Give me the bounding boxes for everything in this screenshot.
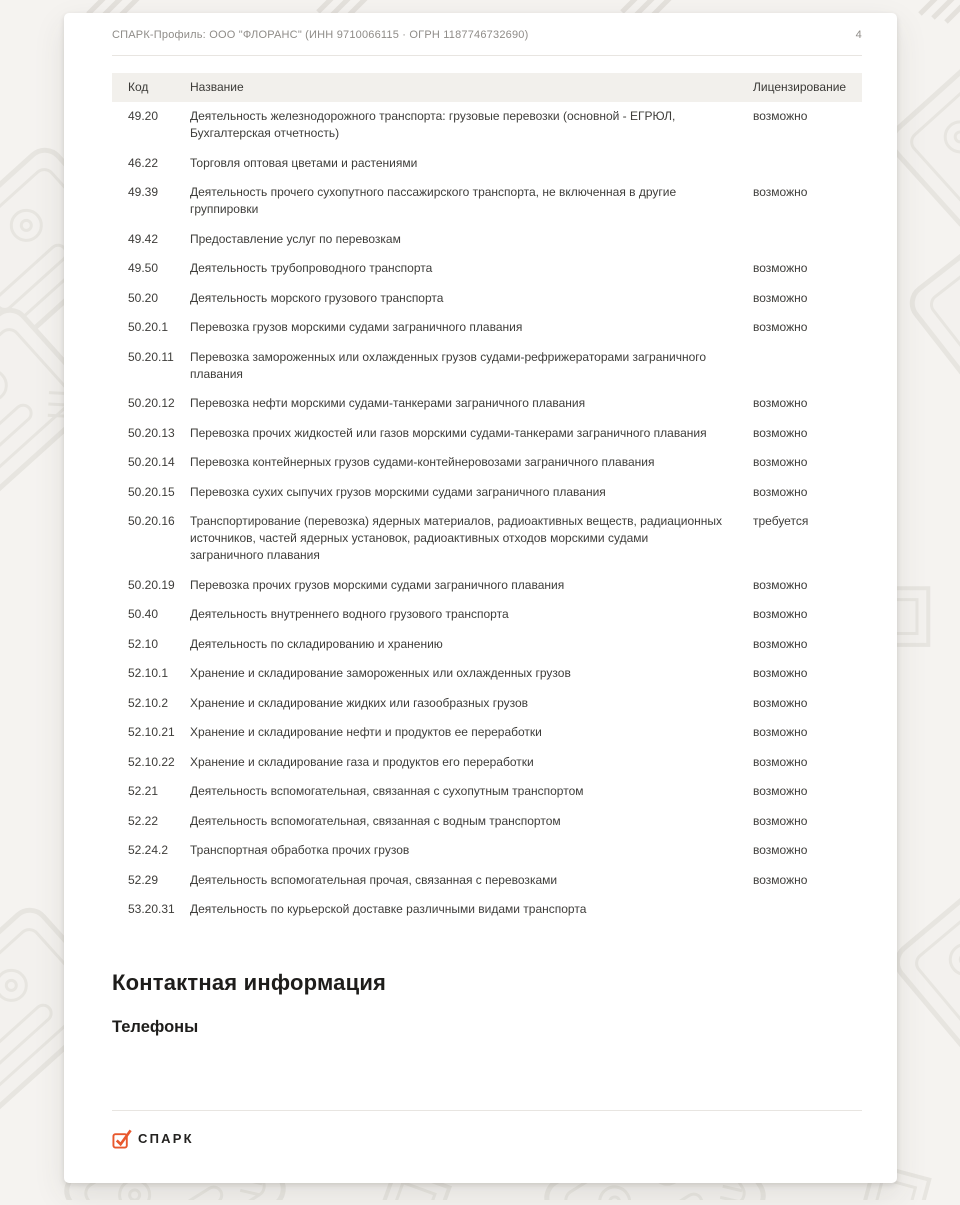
okved-name: Деятельность по курьерской доставке различными видами транспорта — [190, 902, 587, 916]
table-row — [112, 507, 862, 571]
spark-logo-text: СПАРК — [138, 1131, 194, 1146]
table-row — [112, 178, 862, 225]
okved-licensing: возможно — [753, 872, 808, 887]
page-footer — [112, 1110, 862, 1149]
okved-licensing: возможно — [753, 425, 808, 440]
footer-divider — [112, 1110, 862, 1111]
okved-licensing: возможно — [753, 290, 808, 305]
column-header-code: Код — [112, 73, 190, 102]
okved-name: Хранение и складирование нефти и продуктов ее переработки — [190, 725, 542, 739]
report-page — [64, 13, 897, 1183]
table-row — [112, 448, 862, 478]
okved-code: 50.20.12 — [128, 396, 175, 410]
okved-name: Деятельность железнодорожного транспорта: грузовые перевозки (основной - ЕГРЮЛ, Бухгалтерская отчетность) — [190, 109, 676, 140]
okved-code: 50.20.15 — [128, 484, 175, 499]
table-row — [112, 718, 862, 748]
okved-name: Деятельность вспомогательная прочая, связанная с перевозками — [190, 872, 558, 887]
table-row — [112, 777, 862, 807]
okved-code: 50.20 — [128, 290, 159, 305]
okved-code: 52.22 — [128, 813, 159, 828]
table-row — [112, 630, 862, 660]
okved-licensing: возможно — [753, 695, 808, 710]
okved-licensing: возможно — [753, 813, 808, 828]
okved-name: Хранение и складирование газа и продуктов его переработки — [190, 754, 534, 769]
okved-licensing: возможно — [753, 109, 808, 123]
table-row — [112, 836, 862, 866]
okved-code: 50.20.11 — [128, 349, 174, 364]
okved-name: Предоставление услуг по перевозкам — [190, 231, 401, 246]
column-header-licensing: Лицензирование — [753, 73, 862, 102]
okved-licensing: возможно — [753, 843, 808, 857]
table-row — [112, 807, 862, 837]
document-header — [112, 28, 862, 42]
table-row — [112, 343, 862, 390]
okved-licensing: возможно — [753, 607, 808, 621]
okved-code: 52.10.22 — [128, 754, 175, 769]
okved-name: Транспортирование (перевозка) ядерных материалов, радиоактивных веществ, радиационных источников, частей ядерных установок, радиоактивных отходов морскими судами заграничного плавания — [190, 514, 723, 562]
table-row — [112, 419, 862, 449]
okved-licensing — [753, 225, 862, 255]
okved-code: 52.10.2 — [128, 695, 169, 710]
header-divider — [112, 55, 862, 56]
okved-licensing: требуется — [753, 514, 809, 528]
table-header — [112, 73, 862, 102]
okved-name: Деятельность вспомогательная, связанная с сухопутным транспортом — [190, 784, 584, 798]
table-row — [112, 225, 862, 255]
okved-name: Транспортная обработка прочих грузов — [190, 843, 410, 857]
okved-name: Деятельность трубопроводного транспорта — [190, 261, 433, 275]
spark-checkbox-icon — [112, 1128, 133, 1149]
page-number: 4 — [855, 29, 862, 41]
okved-code: 50.20.1 — [128, 320, 169, 334]
okved-code: 49.42 — [128, 231, 159, 246]
table-row — [112, 254, 862, 284]
okved-code: 52.29 — [128, 872, 159, 887]
okved-name: Деятельность прочего сухопутного пассажирского транспорта, не включенная в другие группировки — [190, 185, 677, 216]
okved-licensing: возможно — [753, 666, 808, 680]
okved-code: 49.50 — [128, 261, 159, 275]
okved-licensing: возможно — [753, 577, 808, 592]
okved-licensing — [753, 895, 862, 925]
okved-name: Торговля оптовая цветами и растениями — [190, 155, 418, 170]
table-row — [112, 102, 862, 149]
table-row — [112, 571, 862, 601]
table-row — [112, 149, 862, 179]
okved-licensing: возможно — [753, 320, 808, 334]
okved-name: Хранение и складирование жидких или газообразных грузов — [190, 695, 529, 710]
okved-code: 52.24.2 — [128, 843, 169, 857]
okved-name: Деятельность морского грузового транспорта — [190, 290, 444, 305]
table-body — [112, 102, 862, 925]
okved-name: Перевозка контейнерных грузов судами-контейнеровозами заграничного плавания — [190, 455, 655, 469]
spark-logo — [112, 1128, 862, 1149]
table-row — [112, 748, 862, 778]
okved-name: Деятельность по складированию и хранению — [190, 636, 443, 651]
okved-licensing — [753, 149, 862, 179]
okved-name: Перевозка нефти морскими судами-танкерами заграничного плавания — [190, 396, 586, 410]
okved-licensing — [753, 343, 862, 390]
okved-code: 50.20.13 — [128, 425, 175, 440]
okved-code: 49.39 — [128, 185, 159, 199]
okved-code: 49.20 — [128, 109, 159, 123]
table-row — [112, 689, 862, 719]
okved-code: 53.20.31 — [128, 902, 175, 916]
table-row — [112, 895, 862, 925]
okved-code: 50.20.14 — [128, 455, 175, 469]
okved-code: 50.40 — [128, 607, 159, 621]
okved-licensing: возможно — [753, 455, 808, 469]
okved-name: Перевозка грузов морскими судами заграничного плавания — [190, 320, 523, 334]
okved-name: Хранение и складирование замороженных или охлажденных грузов — [190, 666, 571, 680]
okved-code: 50.20.19 — [128, 577, 175, 592]
okved-licensing: возможно — [753, 185, 808, 199]
okved-licensing: возможно — [753, 261, 808, 275]
table-row — [112, 659, 862, 689]
okved-name: Перевозка прочих жидкостей или газов морскими судами-танкерами заграничного плавания — [190, 425, 707, 440]
okved-licensing: возможно — [753, 636, 808, 651]
okved-name: Деятельность вспомогательная, связанная с водным транспортом — [190, 813, 561, 828]
okved-name: Перевозка сухих сыпучих грузов морскими судами заграничного плавания — [190, 484, 606, 499]
table-row — [112, 389, 862, 419]
table-row — [112, 478, 862, 508]
okved-licensing: возможно — [753, 396, 808, 410]
document-title: СПАРК-Профиль: ООО "ФЛОРАНС" (ИНН 9710066115 · ОГРН 1187746732690) — [112, 29, 529, 41]
okved-code: 52.21 — [128, 784, 159, 798]
okved-licensing: возможно — [753, 754, 808, 769]
column-header-name: Название — [190, 73, 753, 102]
okved-licensing: возможно — [753, 725, 808, 739]
contact-info-heading: Контактная информация — [112, 969, 387, 995]
okved-code: 46.22 — [128, 155, 159, 170]
table-row — [112, 866, 862, 896]
okved-name: Деятельность внутреннего водного грузового транспорта — [190, 607, 509, 621]
table-row — [112, 313, 862, 343]
phones-heading: Телефоны — [112, 1017, 199, 1036]
okved-name: Перевозка прочих грузов морскими судами заграничного плавания — [190, 577, 565, 592]
okved-code: 52.10.1 — [128, 666, 169, 680]
okved-licensing: возможно — [753, 784, 808, 798]
okved-name: Перевозка замороженных или охлажденных грузов судами-рефрижераторами заграничного плавания — [190, 349, 707, 381]
table-row — [112, 600, 862, 630]
table-row — [112, 284, 862, 314]
okved-activities-table — [112, 73, 862, 925]
okved-licensing: возможно — [753, 484, 808, 499]
okved-code: 50.20.16 — [128, 514, 175, 528]
okved-code: 52.10 — [128, 636, 159, 651]
okved-code: 52.10.21 — [128, 725, 175, 739]
